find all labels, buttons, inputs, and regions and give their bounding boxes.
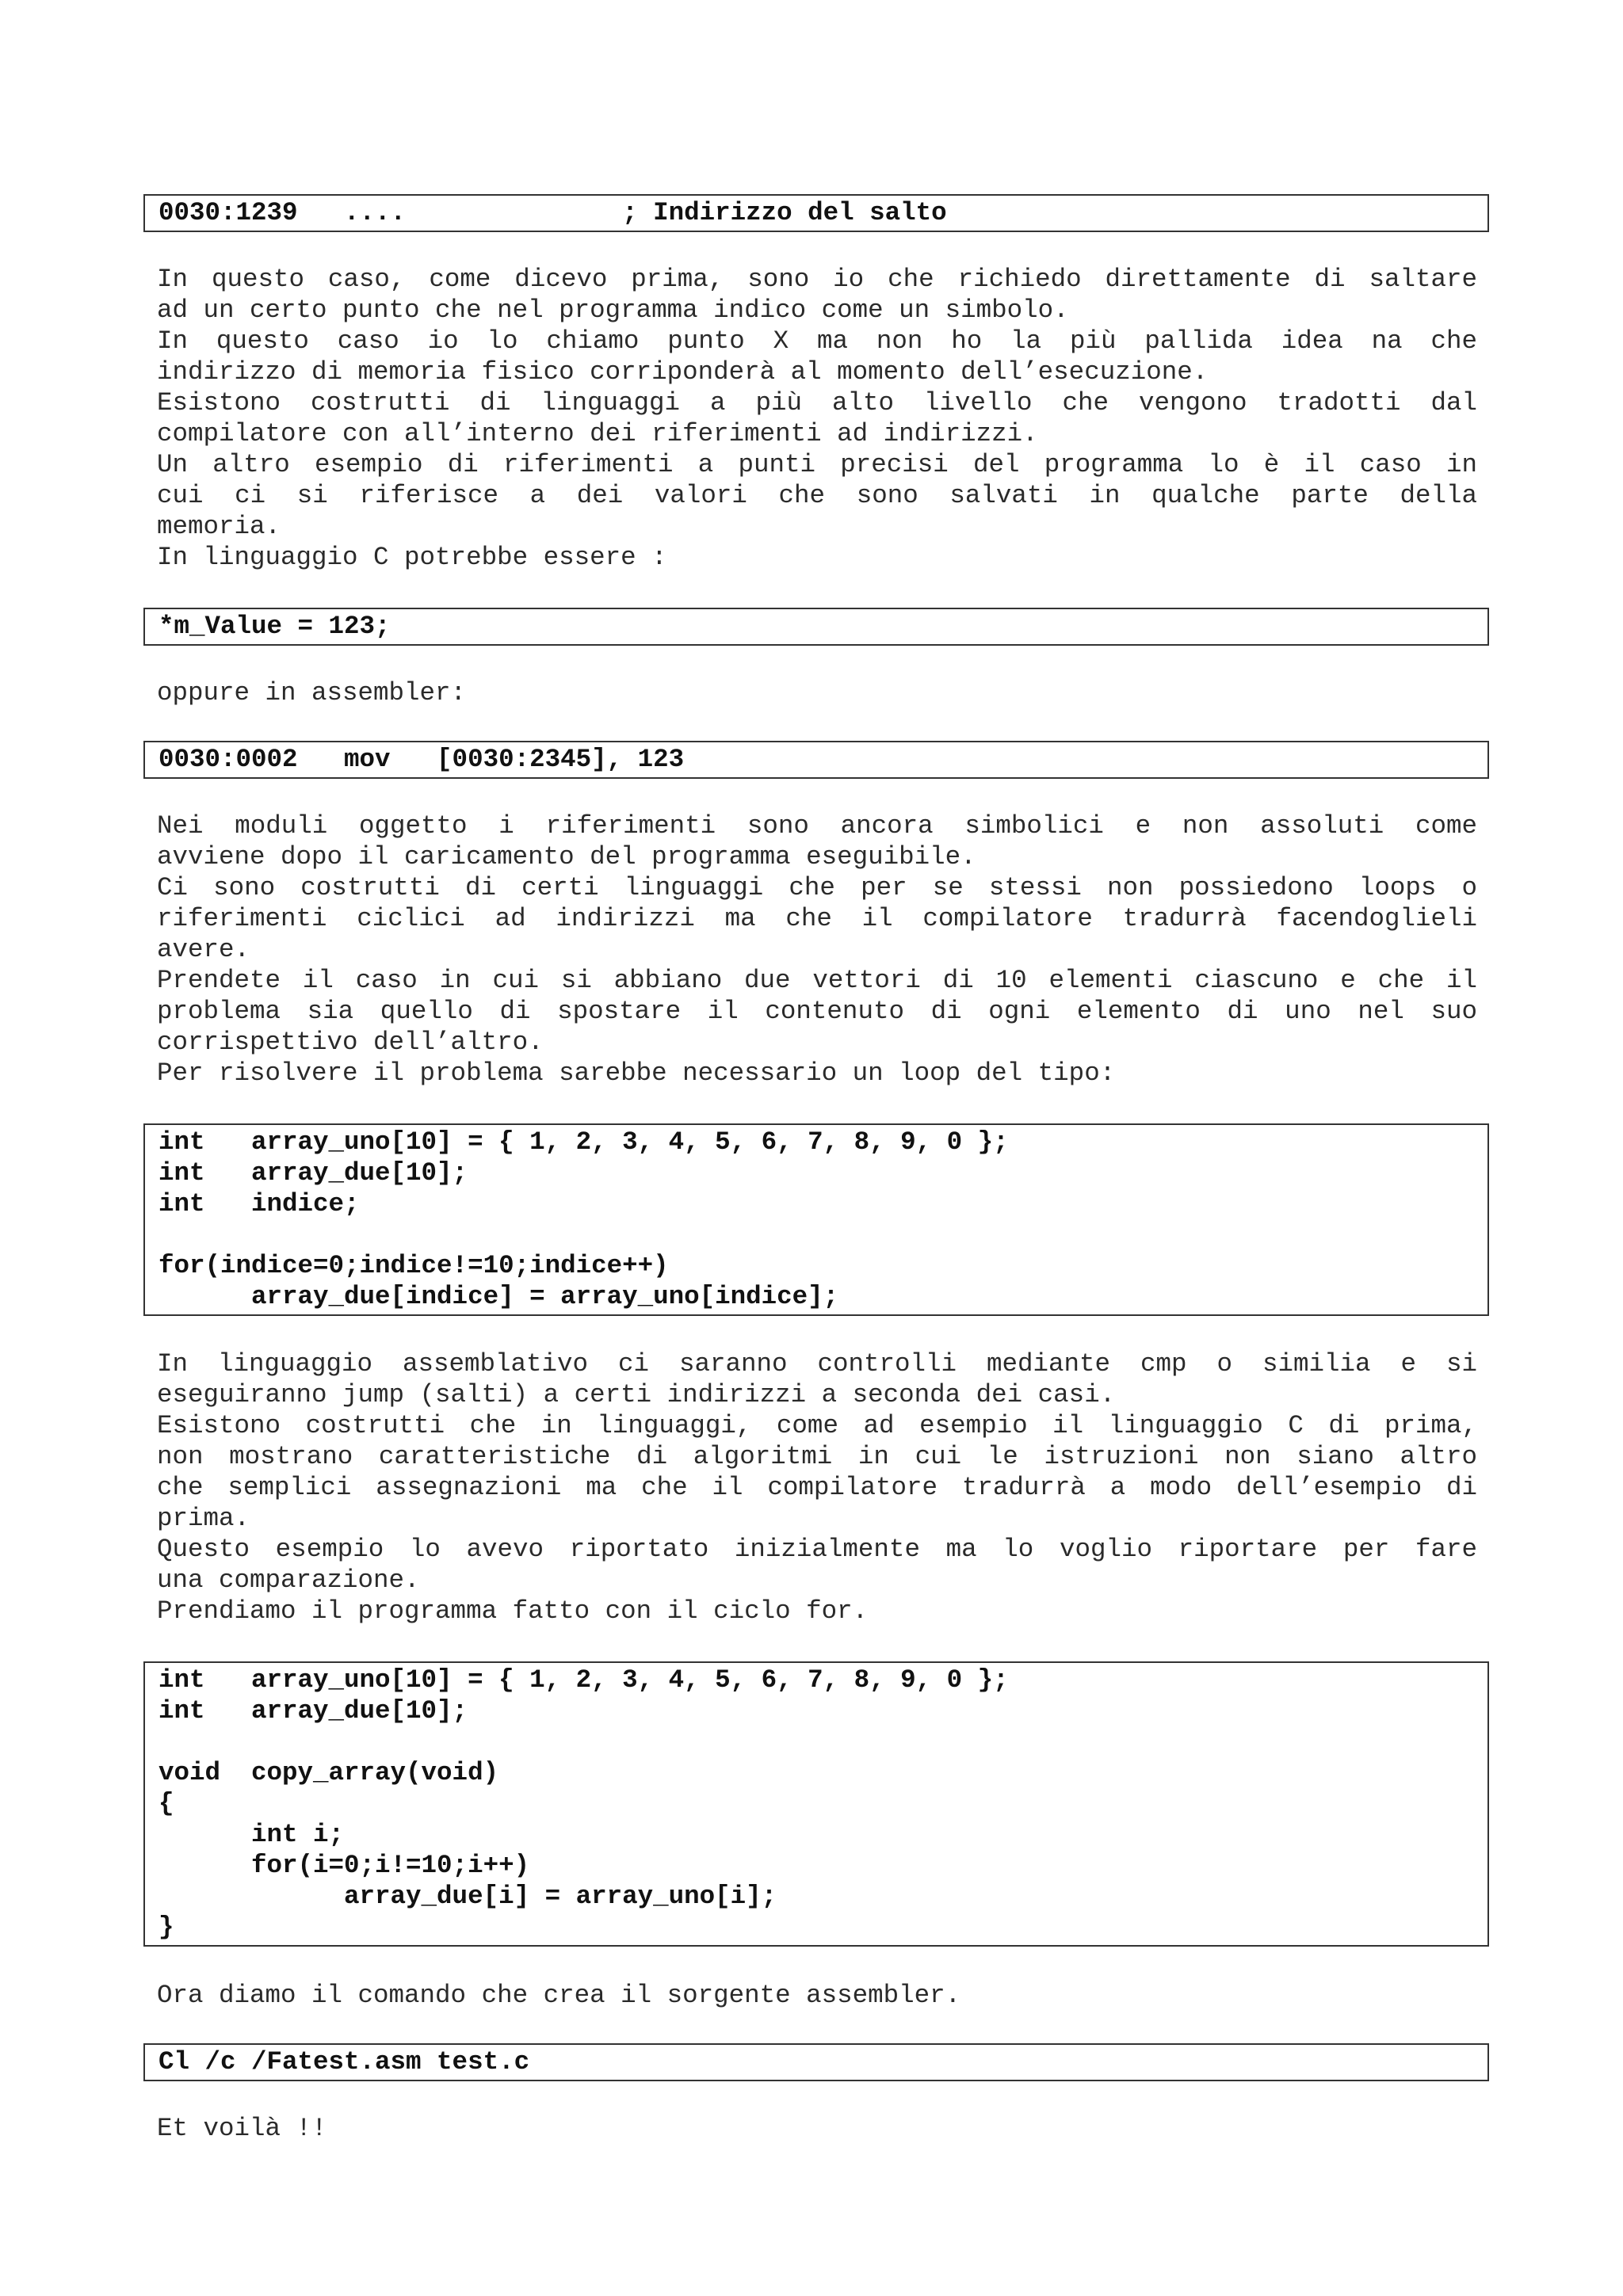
text-line: oppure in assembler: (157, 678, 467, 707)
text-line: Questo esempio lo avevo riportato inizialmente ma lo voglio riportare per fare (157, 1535, 1477, 1564)
code-line: int array_due[10]; (158, 1158, 468, 1188)
paragraph (157, 677, 1477, 708)
code-block (143, 2043, 1489, 2081)
code-line: array_due[i] = array_uno[i]; (158, 1882, 777, 1911)
code-line: *m_Value = 123; (158, 612, 391, 641)
code-line: int indice; (158, 1189, 360, 1219)
text-line: che semplici assegnazioni ma che il compilatore tradurrà a modo dell’esempio di (157, 1473, 1477, 1502)
text-line: Esistono costrutti di linguaggi a più alto livello che vengono tradotti dal (157, 388, 1477, 418)
text-line: In linguaggio C potrebbe essere : (157, 543, 667, 572)
text-line: corrispettivo dell’altro. (157, 1028, 544, 1057)
code-block (143, 1661, 1489, 1947)
code-line: for(indice=0;indice!=10;indice++) (158, 1251, 669, 1280)
paragraph (157, 264, 1477, 573)
text-line: una comparazione. (157, 1566, 420, 1595)
text-line: Ci sono costrutti di certi linguaggi che per se stessi non possiedono loops o (157, 873, 1477, 902)
paragraph (157, 1348, 1477, 1627)
code-block (143, 194, 1489, 232)
text-line: Ora diamo il comando che crea il sorgente assembler. (157, 1981, 961, 2010)
text-line: Prendiamo il programma fatto con il ciclo for. (157, 1596, 869, 1626)
code-line: } (158, 1913, 174, 1942)
code-line: { (158, 1789, 174, 1818)
code-line: 0030:0002 mov [0030:2345], 123 (158, 745, 685, 774)
text-line: In linguaggio assemblativo ci saranno controlli mediante cmp o similia e si (157, 1349, 1477, 1379)
paragraph (157, 810, 1477, 1089)
text-line: In questo caso, come dicevo prima, sono io che richiedo direttamente di saltare (157, 265, 1477, 294)
paragraph (157, 1980, 1477, 2011)
text-line: memoria. (157, 512, 281, 541)
code-line: int array_uno[10] = { 1, 2, 3, 4, 5, 6, 7, 8, 9, 0 }; (158, 1665, 1009, 1695)
code-block (143, 608, 1489, 646)
code-line: int array_due[10]; (158, 1696, 468, 1726)
text-line: compilatore con all’interno dei riferimenti ad indirizzi. (157, 419, 1038, 448)
text-line: Un altro esempio di riferimenti a punti precisi del programma lo è il caso in (157, 450, 1477, 479)
text-line: prima. (157, 1504, 250, 1533)
text-line: Et voilà !! (157, 2114, 327, 2143)
text-line: avere. (157, 935, 250, 964)
text-line: cui ci si riferisce a dei valori che sono salvati in qualche parte della (157, 481, 1477, 510)
text-line: riferimenti ciclici ad indirizzi ma che il compilatore tradurrà facendoglieli (157, 904, 1477, 933)
text-line: In questo caso io lo chiamo punto X ma non ho la più pallida idea na che (157, 326, 1477, 356)
code-line (158, 1726, 1474, 1757)
text-line: Prendete il caso in cui si abbiano due vettori di 10 elementi ciascuno e che il (157, 966, 1477, 995)
code-line: int i; (158, 1820, 345, 1849)
code-line (158, 1219, 1474, 1250)
code-line: int array_uno[10] = { 1, 2, 3, 4, 5, 6, 7, 8, 9, 0 }; (158, 1127, 1009, 1157)
text-line: indirizzo di memoria fisico corriponderà al momento dell’esecuzione. (157, 357, 1209, 387)
text-line: Per risolvere il problema sarebbe necessario un loop del tipo: (157, 1058, 1116, 1088)
code-line: 0030:1239 .... ; Indirizzo del salto (158, 198, 947, 227)
text-line: avviene dopo il caricamento del programma eseguibile. (157, 842, 976, 871)
text-line: problema sia quello di spostare il contenuto di ogni elemento di uno nel suo (157, 997, 1477, 1026)
code-line: for(i=0;i!=10;i++) (158, 1851, 530, 1880)
code-line: Cl /c /Fatest.asm test.c (158, 2047, 530, 2077)
paragraph (157, 2113, 1477, 2144)
text-line: non mostrano caratteristiche di algoritmi in cui le istruzioni non siano altro (157, 1442, 1477, 1471)
code-block (143, 1123, 1489, 1316)
text-line: eseguiranno jump (salti) a certi indirizzi a seconda dei casi. (157, 1380, 1116, 1409)
text-line: Nei moduli oggetto i riferimenti sono ancora simbolici e non assoluti come (157, 811, 1477, 841)
code-line: void copy_array(void) (158, 1758, 499, 1787)
text-line: ad un certo punto che nel programma indico come un simbolo. (157, 296, 1069, 325)
code-line: array_due[indice] = array_uno[indice]; (158, 1282, 839, 1311)
text-line: Esistono costrutti che in linguaggi, come ad esempio il linguaggio C di prima, (157, 1411, 1477, 1440)
code-block (143, 741, 1489, 779)
